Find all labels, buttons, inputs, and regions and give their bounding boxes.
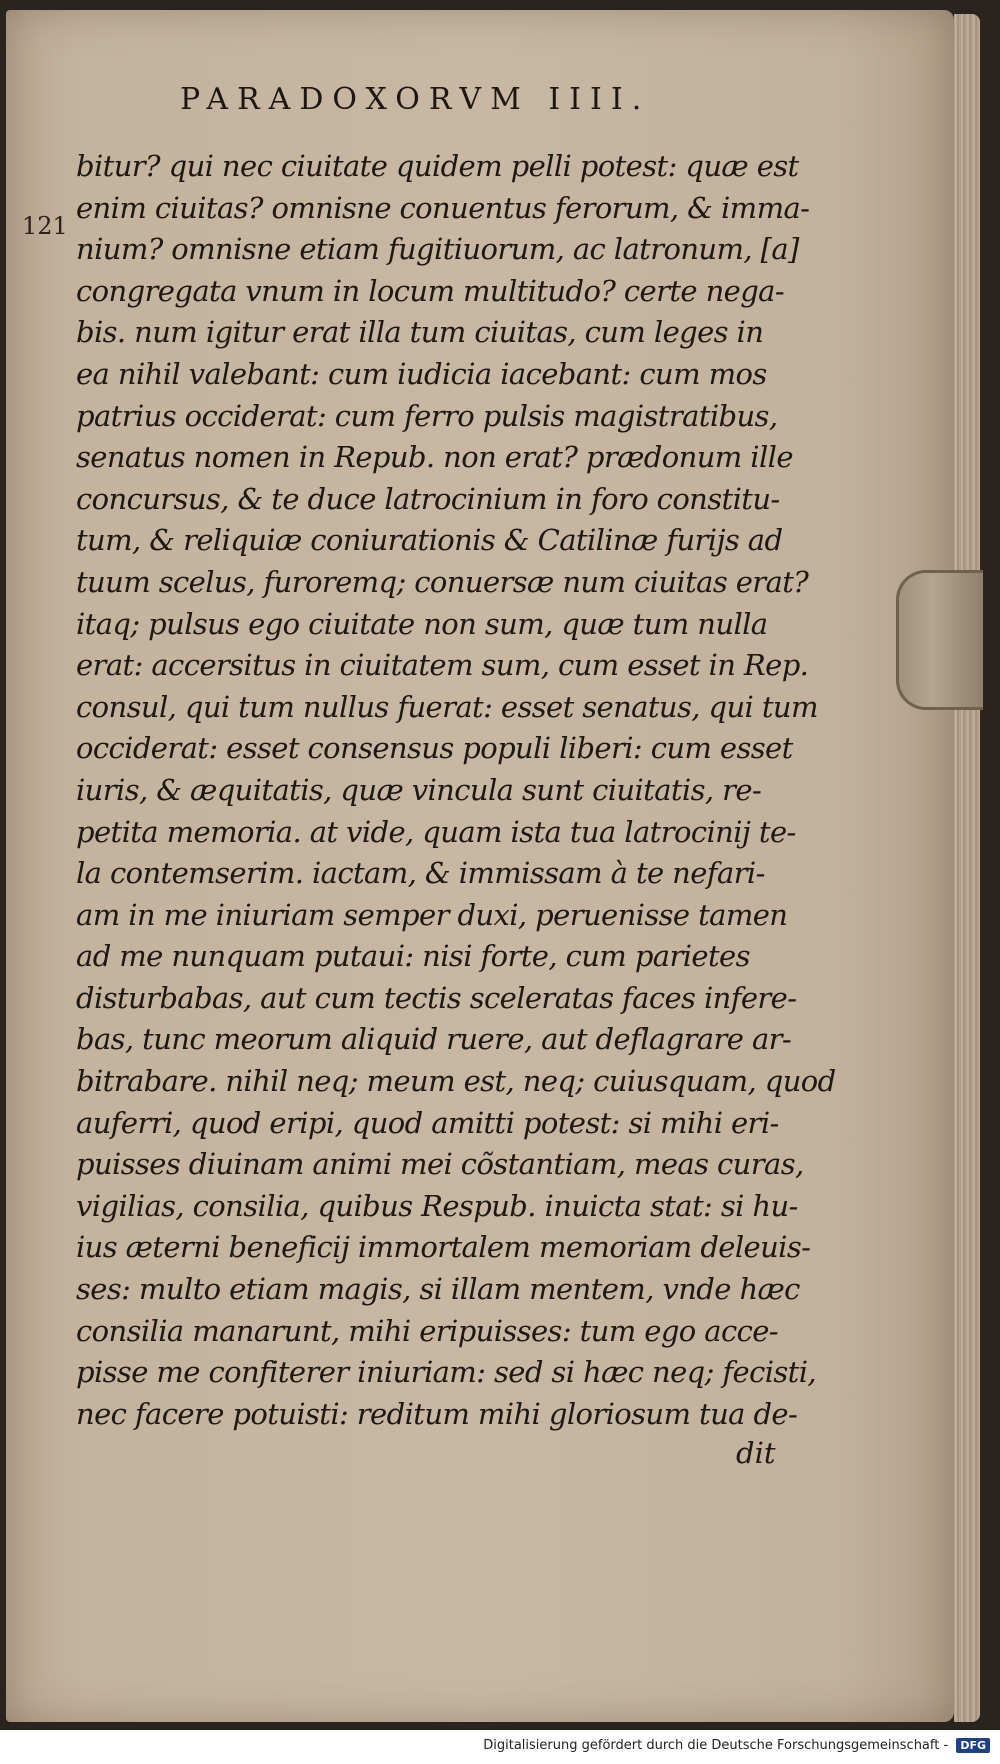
text-line: ea nihil valebant: cum iudicia iacebant: cum mos — [76, 356, 767, 391]
book-clasp — [896, 570, 983, 710]
text-line: congregata vnum in locum multitudo? certe nega- — [76, 273, 785, 308]
text-line: bas, tunc meorum aliquid ruere, aut deflagrare ar- — [76, 1022, 792, 1057]
text-line: bitur? qui nec ciuitate quidem pelli potest: quæ est — [76, 149, 799, 183]
text-line: pisse me confiterer iniuriam: sed si hæc neq; fecisti, — [76, 1355, 817, 1390]
text-line: tuum scelus, furoremq; conuersæ num ciuitas erat? — [76, 564, 809, 599]
text-line: bitrabare. nihil neq; meum est, neq; cuiusquam, quod — [76, 1064, 836, 1099]
text-line: ad me nunquam putaui: nisi forte, cum parietes — [76, 939, 750, 974]
text-line: am in me iniuriam semper duxi, peruenisse tamen — [76, 897, 788, 932]
text-line: vigilias, consilia, quibus Respub. inuicta stat: si hu- — [76, 1188, 798, 1223]
digitization-credit — [483, 1738, 990, 1753]
text-line: puisses diuinam animi mei cõstantiam, meas curas, — [76, 1147, 804, 1182]
margin-number: 121 — [22, 212, 68, 240]
text-line: tum, & reliquiæ coniurationis & Catilinæ furijs ad — [76, 523, 783, 558]
running-header: PARADOXORVM IIII. — [180, 82, 651, 117]
text-line: enim ciuitas? omnisne conuentus ferorum, & imma- — [76, 190, 810, 225]
text-line: senatus nomen in Repub. non erat? prædonum ille — [76, 440, 793, 475]
text-line: nium? omnisne etiam fugitiuorum, ac latronum, [a] — [76, 232, 799, 267]
dfg-logo: DFG — [956, 1738, 990, 1753]
text-line: ses: multo etiam magis, si illam mentem, vnde hæc — [76, 1272, 800, 1307]
text-block — [76, 146, 836, 1435]
text-line: consul, qui tum nullus fuerat: esset senatus, qui tum — [76, 689, 818, 724]
text-line: nec facere potuisti: reditum mihi gloriosum tua de- — [76, 1396, 798, 1431]
text-line: patrius occiderat: cum ferro pulsis magistratibus, — [76, 398, 778, 433]
text-line: erat: accersitus in ciuitatem sum, cum esset in Rep. — [76, 648, 809, 683]
text-line: occiderat: esset consensus populi liberi: cum esset — [76, 731, 793, 766]
text-line: iuris, & æquitatis, quæ vincula sunt ciuitatis, re- — [76, 772, 762, 807]
text-line: concursus, & te duce latrocinium in foro constitu- — [76, 481, 780, 516]
text-line: disturbabas, aut cum tectis sceleratas faces infere- — [76, 980, 797, 1015]
text-line: bis. num igitur erat illa tum ciuitas, cum leges in — [76, 315, 764, 350]
credit-text: Digitalisierung gefördert durch die Deutsche Forschungsgemeinschaft - — [483, 1738, 949, 1753]
text-line: la contemserim. iactam, & immissam à te nefari- — [76, 856, 765, 891]
text-line: petita memoria. at vide, quam ista tua latrocinij te- — [76, 814, 796, 849]
text-line: auferri, quod eripi, quod amitti potest: si mihi eri- — [76, 1105, 779, 1140]
text-line: consilia manarunt, mihi eripuisses: tum ego acce- — [76, 1313, 779, 1348]
catchword: dit — [736, 1436, 776, 1470]
page-edges — [954, 14, 980, 1722]
text-line: ius æterni beneficij immortalem memoriam deleuis- — [76, 1230, 811, 1265]
text-line: itaq; pulsus ego ciuitate non sum, quæ tum nulla — [76, 606, 768, 641]
